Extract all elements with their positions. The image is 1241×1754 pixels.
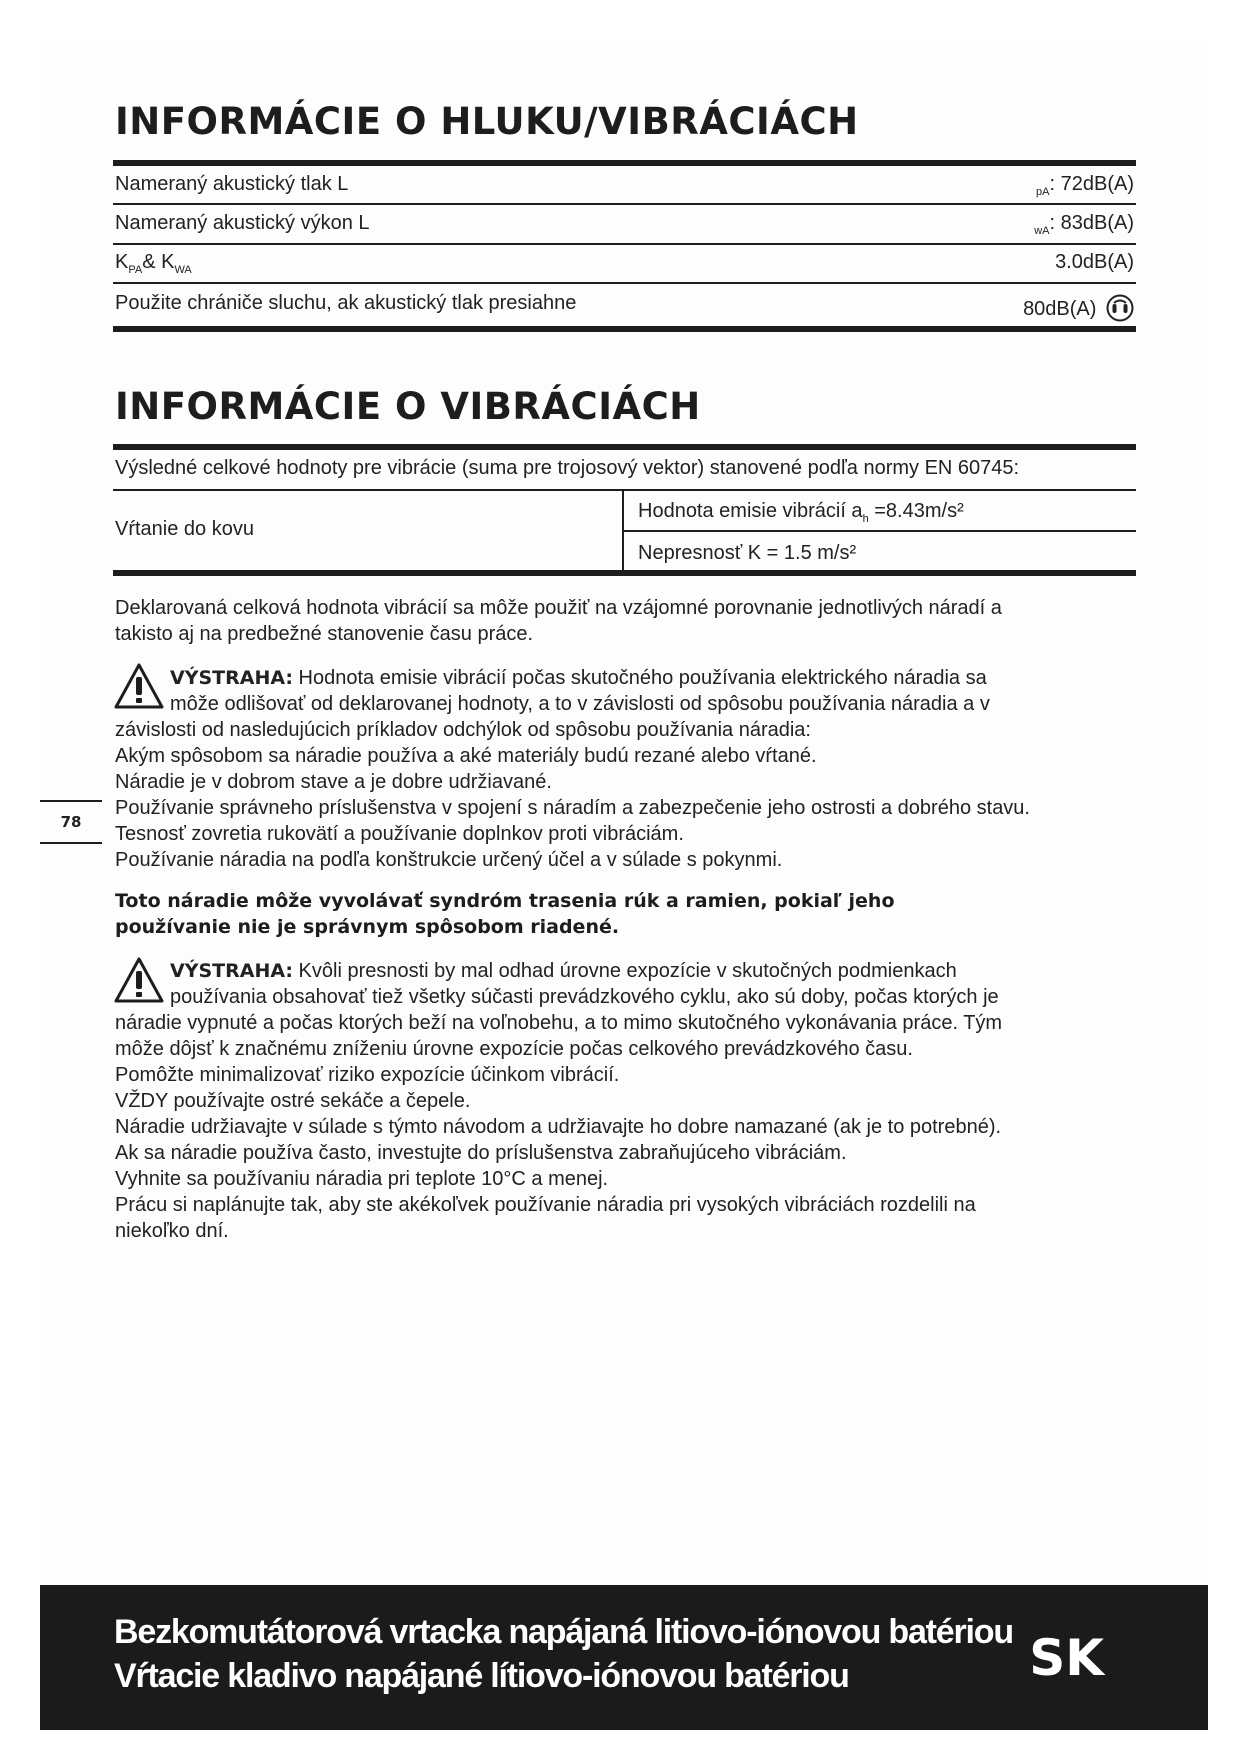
hearing-protection-value: 80dB(A) — [1023, 294, 1134, 322]
vibration-section-title: INFORMÁCIE O VIBRÁCIÁCH — [115, 385, 701, 428]
page-number-rule — [40, 842, 102, 844]
table-rule — [113, 444, 1136, 450]
table-rule — [113, 160, 1136, 166]
noise-section-title: INFORMÁCIE O HLUKU/VIBRÁCIÁCH — [115, 100, 859, 143]
table-rule — [622, 530, 1136, 532]
page-number: 78 — [60, 813, 82, 831]
table-rule — [113, 243, 1136, 245]
emission-value: Hodnota emisie vibrácií $a_h =8.43m/s^2$ — [638, 500, 964, 525]
vibration-intro: Výsledné celkové hodnoty pre vibrácie (suma pre trojosový vektor) stanovené podľa normy EN 60745: — [115, 457, 1020, 479]
footer-product-line-2: Vŕtacie kladivo napájané lítiovo-iónovou batériou — [114, 1657, 849, 1695]
table-rule — [113, 282, 1136, 284]
sound-pressure-value: $_{pA}$: 72dB(A) — [1036, 173, 1134, 198]
hearing-protection-label: Použite chrániče sluchu, ak akustický tlak presiahne — [115, 292, 577, 314]
footer-product-line-1: Bezkomutátorová vrtacka napájaná litiovo-iónovou batériou — [114, 1613, 1013, 1651]
table-rule — [113, 326, 1136, 332]
language-code: SK — [1029, 1629, 1104, 1687]
sound-pressure-label: Nameraný akustický tlak L — [115, 173, 349, 195]
drilling-mode-label: Vŕtanie do kovu — [115, 518, 254, 540]
page-number-rule — [40, 800, 102, 802]
table-rule — [113, 570, 1136, 576]
uncertainty-label: $K_{PA}\&$ $K_{WA}$ — [115, 251, 192, 276]
uncertainty-value: 3.0dB(A) — [1055, 251, 1134, 273]
table-rule — [113, 489, 1136, 491]
warning1-first-line: VÝSTRAHA: Hodnota emisie vibrácií počas skutočného používania elektrického náradia sa — [170, 667, 987, 689]
warning2-first-line: VÝSTRAHA: Kvôli presnosti by mal odhad úrovne expozície v skutočných podmienkach — [170, 960, 957, 982]
table-rule — [113, 203, 1136, 205]
warning1-body: môže odlišovať od deklarovanej hodnoty, a to v závislosti od spôsobu používania náradia a v závislosti od nasledujúcich príkladov odchýlok od spôsobu používania náradia: Akým spôsobom sa náradie používa a aké materiály budú rezané alebo vŕtané. Náradie je v dobrom stave a je dobre udržiavané. Používanie správneho príslušenstva v spojení s náradím a zabezpečenie jeho ostrosti a dobrého stavu. Tesnosť zovretia rukovätí a používanie doplnkov proti vibráciám. Používanie náradia na podľa konštrukcie určený účel a v súlade s pokynmi. — [115, 693, 1030, 871]
sound-power-value: $_{wA}$: 83dB(A) — [1034, 212, 1134, 237]
vibration-uncertainty: Nepresnosť K = 1.5 m/s² — [638, 542, 857, 564]
warning2-body: používania obsahovať tiež všetky súčasti prevádzkového cyklu, ako sú doby, počas ktorých je náradie vypnuté a počas ktorých beží na voľnobehu, a to mimo skutočného vykonávania práce. Tým môže dôjsť k značnému zníženiu úrovne expozície počas celkového prevádzkového času. Pomôžte minimalizovať riziko expozície účinkom vibrácií. VŽDY používajte ostré sekáče a čepele. Náradie udržiavajte v súlade s týmto návodom a udržiavajte ho dobre namazané (ak je to potrebné). Ak sa náradie používa často, investujte do príslušenstva zabraňujúceho vibráciám. Vyhnite sa používaniu náradia pri teplote 10°C a menej. Prácu si naplánujte tak, aby ste akékoľvek používanie náradia pri vysokých vibráciách rozdelili na niekoľko dní. — [115, 986, 1003, 1242]
footer-band — [40, 1585, 1208, 1730]
syndrome-warning-note: Toto náradie môže vyvolávať syndróm trasenia rúk a ramien, pokiaľ jeho používanie nie je správnym spôsobom riadené. — [115, 890, 895, 938]
declared-paragraph: Deklarovaná celková hodnota vibrácií sa môže použiť na vzájomné porovnanie jednotlivých náradí a takisto aj na predbežné stanovenie času práce. — [115, 597, 1002, 645]
sound-power-label: Nameraný akustický výkon L — [115, 212, 370, 234]
ear-protection-icon — [1106, 294, 1134, 322]
